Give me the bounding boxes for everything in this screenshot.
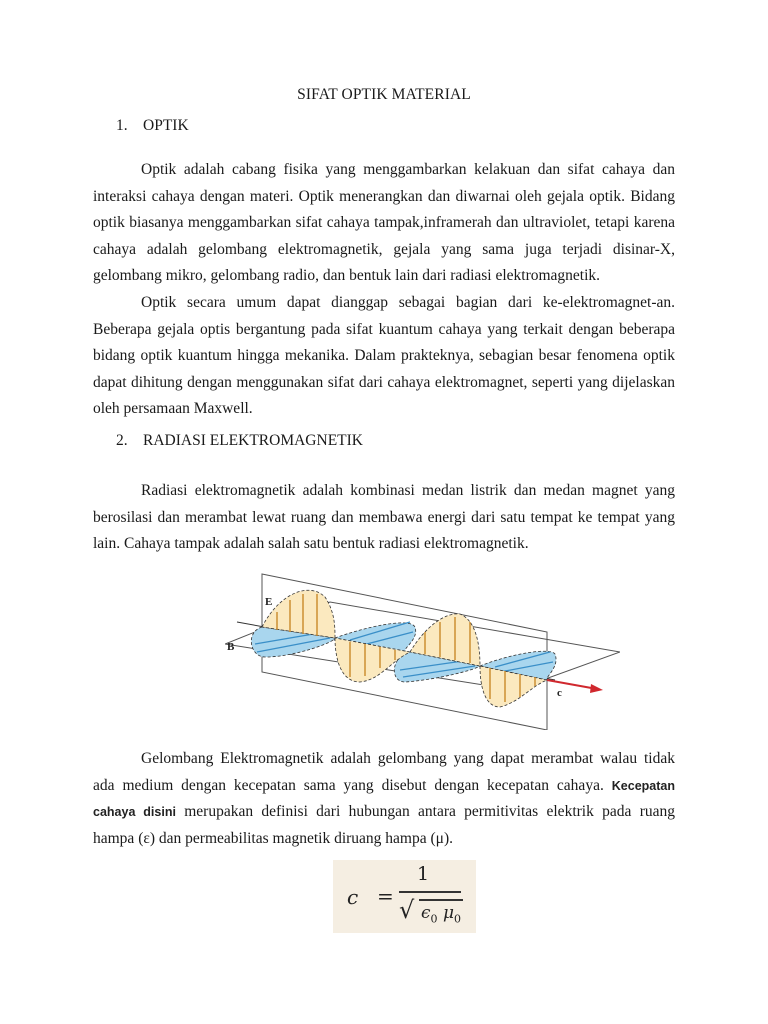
- formula-equals: =: [377, 884, 394, 908]
- section-heading-radiasi: [116, 432, 363, 450]
- formula-denominator: $\epsilon_0$ $\mu_0$: [421, 903, 461, 926]
- electric-field-label: E: [265, 596, 273, 608]
- formula-numerator: 1: [417, 863, 430, 885]
- velocity-arrow: [547, 680, 597, 689]
- section-title: RADIASI ELEKTROMAGNETIK: [143, 432, 363, 449]
- section-title: OPTIK: [143, 117, 189, 134]
- velocity-arrowhead: [590, 684, 603, 693]
- paragraph-optik-electromagnetism: Optik secara umum dapat dianggap sebagai bagian dari ke-elektromagnet-an. Beberapa gejala optis bergantung pada sifat kuantum cahaya yang terkait dengan beberapa bidang optik kuantum hingga mekanika. Dalam prakteknya, sebagian besar fenomena optik dapat dihitung dengan menggunakan sifat dari cahaya elektromagnet, seperti yang dijelaskan oleh persamaan Maxwell.: [93, 294, 675, 418]
- speed-of-light-formula: [333, 860, 476, 933]
- magnetic-field-label: B: [227, 641, 235, 653]
- speed-label: c: [557, 687, 562, 699]
- em-wave-figure: [225, 572, 620, 730]
- sqrt-symbol: √: [399, 896, 415, 924]
- section-number: 2.: [116, 432, 128, 449]
- formula-lhs: c: [347, 885, 359, 909]
- paragraph-optik-definition: Optik adalah cabang fisika yang menggambarkan kelakuan dan sifat cahaya dan interaksi cahaya dengan materi. Optik menerangkan dan diwarnai oleh gejala optik. Bidang optik biasanya menggambarkan sifat cahaya tampak,inframerah dan ultraviolet, tetapi karena cahaya adalah gelombang elektromagnetik, gejala yang sama juga terjadi disinar-X, gelombang mikro, gelombang radio, dan bentuk lain dari radiasi elektromagnetik.: [93, 161, 675, 285]
- highlighted-phrase: Kecepatan cahaya disini: [93, 778, 675, 820]
- section-number: 1.: [116, 117, 128, 134]
- fraction-bar: [399, 891, 461, 893]
- section-heading-optik: [116, 117, 189, 135]
- document-title: SIFAT OPTIK MATERIAL: [297, 86, 471, 103]
- radical-bar: [419, 899, 463, 901]
- paragraph-radiasi-definition: Radiasi elektromagnetik adalah kombinasi medan listrik dan medan magnet yang berosilasi dan merambat lewat ruang dan membawa energi dari satu tempat ke tempat yang lain. Cahaya tampak adalah salah satu bentuk radiasi elektromagnetik.: [93, 482, 675, 553]
- paragraph-em-wave-speed: Gelombang Elektromagnetik adalah gelombang yang dapat merambat walau tidak ada medium dengan kecepatan sama yang disebut dengan kecepatan cahaya. Kecepatan cahaya disini merupakan definisi dari hubungan antara permitivitas elektrik pada ruang hampa (ε) dan permeabilitas magnetik diruang hampa (μ).: [93, 750, 675, 847]
